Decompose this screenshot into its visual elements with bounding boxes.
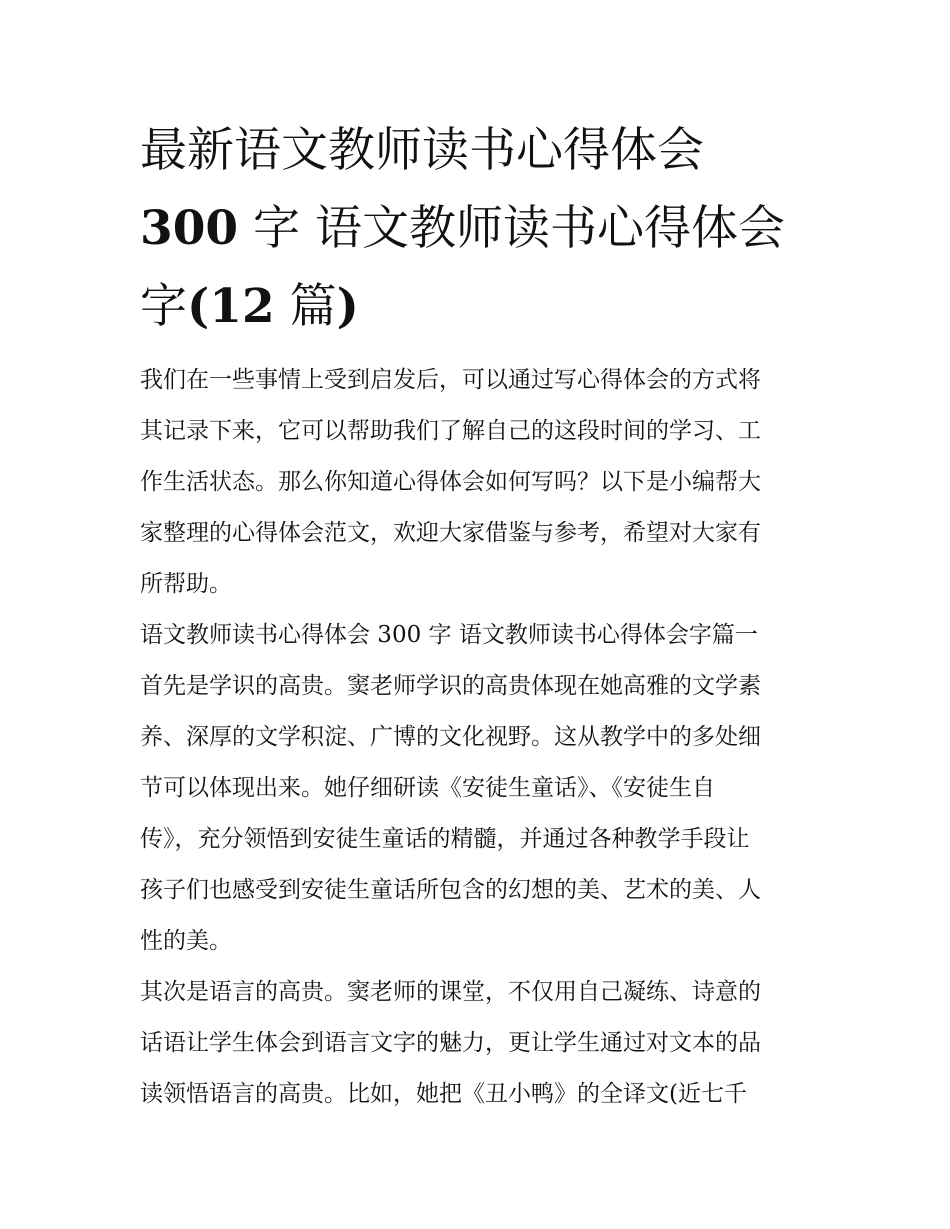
intro-line: 作生活状态。那么你知道心得体会如何写吗？以下是小编帮大 [140,469,761,495]
paragraph-line: 话语让学生体会到语言文字的魅力，更让学生通过对文本的品 [140,1030,761,1056]
paragraph-line: 孩子们也感受到安徒生童话所包含的幻想的美、艺术的美、人 [140,877,761,903]
title-number-12: (12 [187,279,275,334]
title-line-3-close: ) [336,279,359,334]
document-title [140,112,820,346]
paragraph-line: 节可以体现出来。她仔细研读《安徒生童话》、《安徒生自 [140,775,715,801]
paragraph-2 [140,967,814,1120]
section-heading: 语文教师读书心得体会 300 字 语文教师读书心得体会字篇一 [140,622,758,648]
intro-line: 家整理的心得体会范文，欢迎大家借鉴与参考，希望对大家有 [140,520,761,546]
intro-paragraph [140,355,814,610]
title-line-3-prefix: 字 [140,279,187,334]
paragraph-1 [140,661,814,967]
title-line-2-text: 字 语文教师读书心得体会 [238,201,785,256]
paragraph-line: 读领悟语言的高贵。比如，她把《丑小鸭》的全译文(近七千 [140,1081,747,1107]
paragraph-line: 首先是学识的高贵。窦老师学识的高贵体现在她高雅的文学素 [140,673,761,699]
title-number-300: 300 [140,201,239,256]
paragraph-line: 性的美。 [140,928,232,954]
title-line-2 [140,190,820,268]
paragraph-line: 养、深厚的文学积淀、广博的文化视野。这从教学中的多处细 [140,724,761,750]
title-line-3-mid: 篇 [274,279,337,334]
intro-line: 我们在一些事情上受到启发后，可以通过写心得体会的方式将 [140,367,761,393]
document-body [140,355,814,1120]
intro-line: 所帮助。 [140,571,232,597]
intro-line: 其记录下来，它可以帮助我们了解自己的这段时间的学习、工 [140,418,761,444]
paragraph-line: 其次是语言的高贵。窦老师的课堂，不仅用自己凝练、诗意的 [140,979,761,1005]
title-line-3 [140,268,820,346]
paragraph-line: 传》，充分领悟到安徒生童话的精髓，并通过各种教学手段让 [140,826,750,852]
title-line-1: 最新语文教师读书心得体会 [140,123,704,178]
